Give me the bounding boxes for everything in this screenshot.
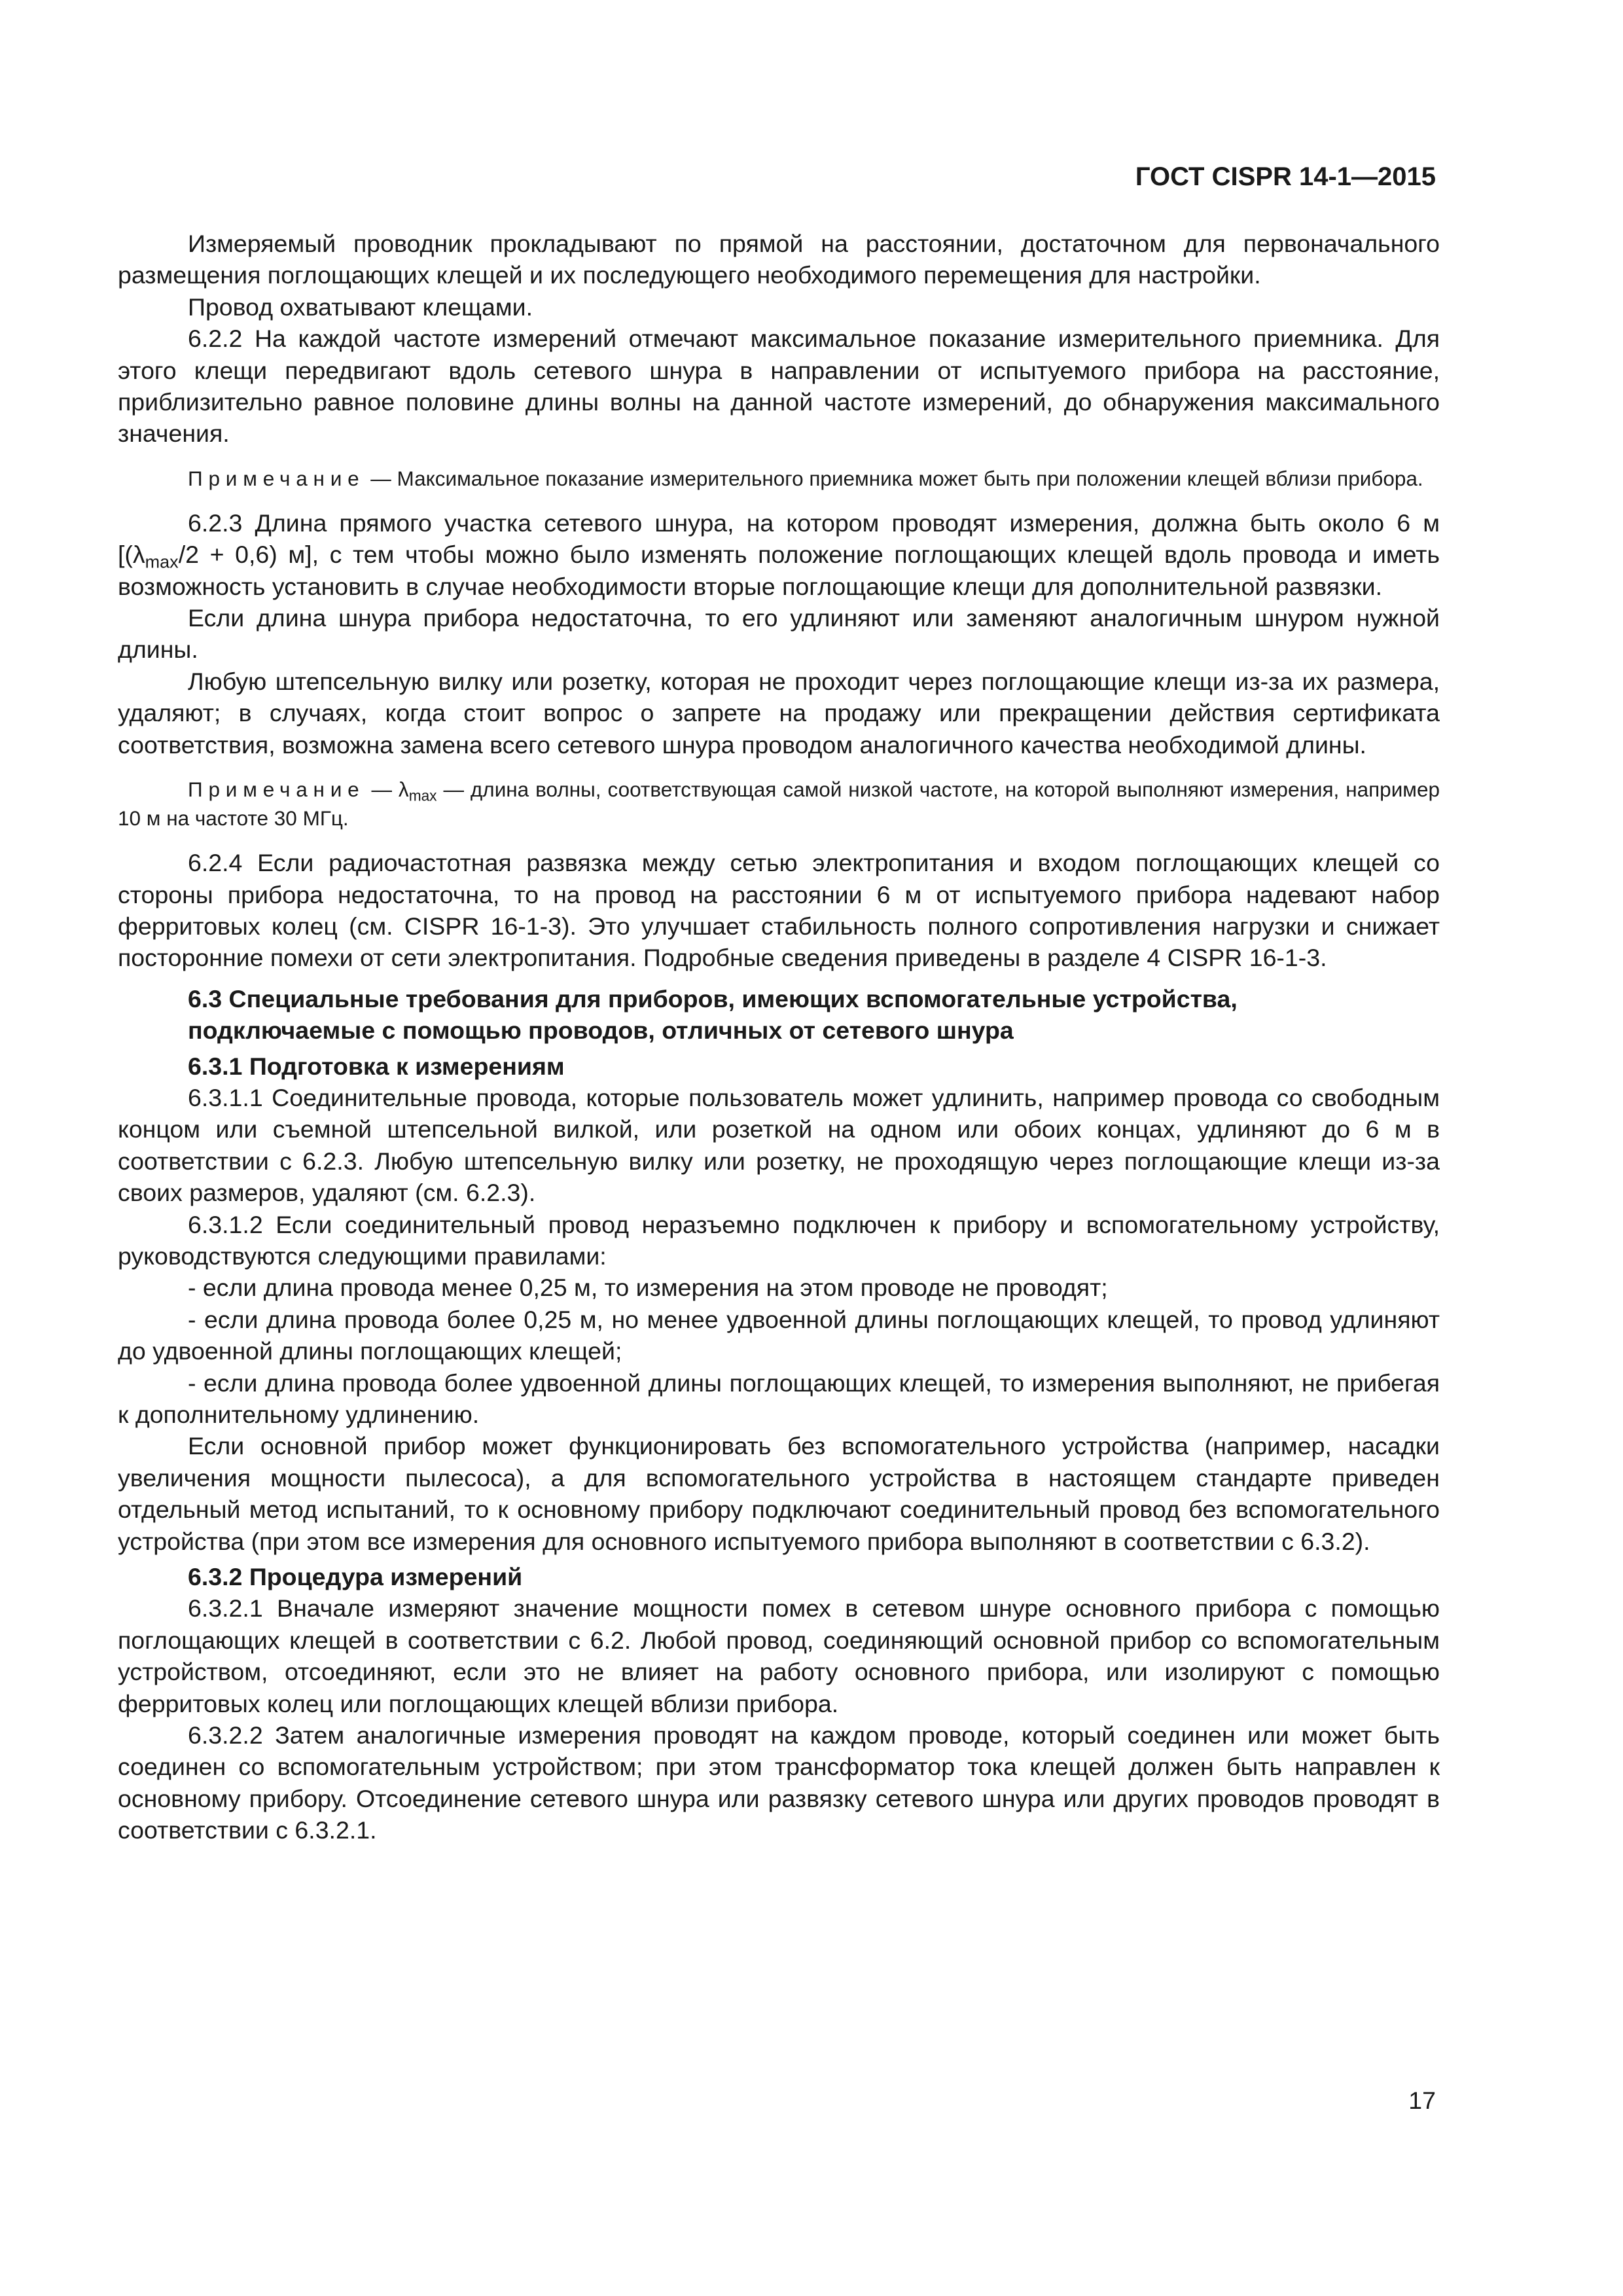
list-item: - если длина провода более 0,25 м, но менее удвоенной длины поглощающих клещей, то провод удлиняют до удвоенной длины поглощающих клещей; bbox=[118, 1305, 1440, 1365]
note bbox=[118, 775, 1440, 833]
subscript: max bbox=[145, 552, 179, 572]
document-body bbox=[118, 228, 1440, 1846]
document-header: ГОСТ CISPR 14-1—2015 bbox=[1135, 162, 1436, 191]
paragraph: Если длина шнура прибора недостаточна, то его удлиняют или заменяют аналогичным шнуром нужной длины. bbox=[118, 604, 1440, 664]
paragraph-text: /2 + 0,6) м], с тем чтобы можно было изменять положение поглощающих клещей вдоль провода и иметь возможность установить в случае необходимости вторые поглощающие клещи для дополнительной развязки. bbox=[118, 541, 1440, 600]
paragraph: Провод охватывают клещами. bbox=[188, 293, 533, 321]
page-number: 17 bbox=[1408, 2087, 1436, 2114]
note-text: — длина волны, соответствующая самой низкой частоте, на которой выполняют измерения, например 10 м на частоте 30 МГц. bbox=[118, 778, 1440, 831]
paragraph-6-2-2: 6.2.2 На каждой частоте измерений отмечают максимальное показание измерительного приемника. Для этого клещи передвигают вдоль сетевого шнура в направлении от испытуемого прибора на расстояние, приблизительно равное половине длины волны на данной частоте измерений, до обнаружения максимального значения. bbox=[118, 325, 1440, 448]
heading-line: 6.3 Специальные требования для приборов, имеющих вспомогательные устройства, bbox=[188, 984, 1238, 1013]
paragraph-6-3-2-1: 6.3.2.1 Вначале измеряют значение мощности помех в сетевом шнуре основного прибора с помощью поглощающих клещей в соответствии с 6.2. Любой провод, соединяющий основной прибор со вспомогательным устройством, отсоединяют, если это не влияет на работу основного прибора, или изолируют с помощью ферритовых колец или поглощающих клещей вблизи прибора. bbox=[118, 1594, 1440, 1717]
section-heading-6-3 bbox=[118, 983, 1440, 1047]
subscript: max bbox=[408, 787, 437, 804]
list-item: - если длина провода более удвоенной длины поглощающих клещей, то измерения выполняют, не прибегая к дополнительному удлинению. bbox=[118, 1369, 1440, 1428]
paragraph: Измеряемый проводник прокладывают по прямой на расстоянии, достаточном для первоначального размещения поглощающих клещей и их последующего необходимого перемещения для настройки. bbox=[118, 230, 1440, 289]
paragraph-6-3-2-2: 6.3.2.2 Затем аналогичные измерения проводят на каждом проводе, который соединен или может быть соединен со вспомогательным устройством; при этом трансформатор тока клещей должен быть направлен к основному прибору. Отсоединение сетевого шнура или развязку сетевого шнура или других проводов проводят в соответствии с 6.3.2.1. bbox=[118, 1721, 1440, 1844]
paragraph-6-3-1-2: 6.3.1.2 Если соединительный провод неразъемно подключен к прибору и вспомогательному устройству, руководствуются следующими правилами: bbox=[118, 1210, 1440, 1270]
paragraph: Любую штепсельную вилку или розетку, которая не проходит через поглощающие клещи из-за их размера, удаляют; в случаях, когда стоит вопрос о запрете на продажу или прекращении действия сертификата соответствия, возможна замена всего сетевого шнура проводом аналогичного качества необходимой длины. bbox=[118, 667, 1440, 759]
paragraph-6-3-1-1: 6.3.1.1 Соединительные провода, которые пользователь может удлинить, например провода со свободным концом или съемной штепсельной вилкой, или розеткой на одном или обоих концах, удлиняют до 6 м в соответствии с 6.2.3. Любую штепсельную вилку или розетку, не проходящую через поглощающие клещи из-за своих размеров, удаляют (см. 6.2.3). bbox=[118, 1083, 1440, 1207]
heading-line: подключаемые с помощью проводов, отличных от сетевого шнура bbox=[188, 1016, 1014, 1045]
paragraph-text: 6.2.3 Длина прямого участка сетевого шнура, на котором проводят измерения, должна быть около 6 м [(λ bbox=[118, 509, 1440, 569]
list-item: - если длина провода менее 0,25 м, то измерения на этом проводе не проводят; bbox=[188, 1274, 1108, 1302]
note-label: Примечание bbox=[188, 466, 365, 490]
paragraph-6-2-4: 6.2.4 Если радиочастотная развязка между сетью электропитания и входом поглощающих клещей со стороны прибора недостаточна, то на провод на расстоянии 6 м от испытуемого прибора надевают набор ферритовых колец (см. CISPR 16-1-3). Это улучшает стабильность полного сопротивления нагрузки и снижает посторонние помехи от сети электропитания. Подробные сведения приведены в разделе 4 CISPR 16-1-3. bbox=[118, 849, 1440, 972]
note-text: — λ bbox=[365, 778, 409, 802]
note-label: Примечание bbox=[188, 778, 365, 802]
paragraph-6-2-3 bbox=[118, 507, 1440, 602]
subsection-heading-6-3-2: 6.3.2 Процедура измерений bbox=[188, 1563, 523, 1591]
note bbox=[118, 464, 1440, 493]
note-text: — Максимальное показание измерительного приемника может быть при положении клещей вблизи прибора. bbox=[365, 466, 1423, 490]
paragraph: Если основной прибор может функционировать без вспомогательного устройства (например, насадки увеличения мощности пылесоса), а для вспомогательного устройства в настоящем стандарте приведен отдельный метод испытаний, то к основному прибору подключают соединительный провод без вспомогательного устройства (при этом все измерения для основного испытуемого прибора выполняют в соответствии с 6.3.2). bbox=[118, 1432, 1440, 1555]
subsection-heading-6-3-1: 6.3.1 Подготовка к измерениям bbox=[188, 1052, 565, 1080]
